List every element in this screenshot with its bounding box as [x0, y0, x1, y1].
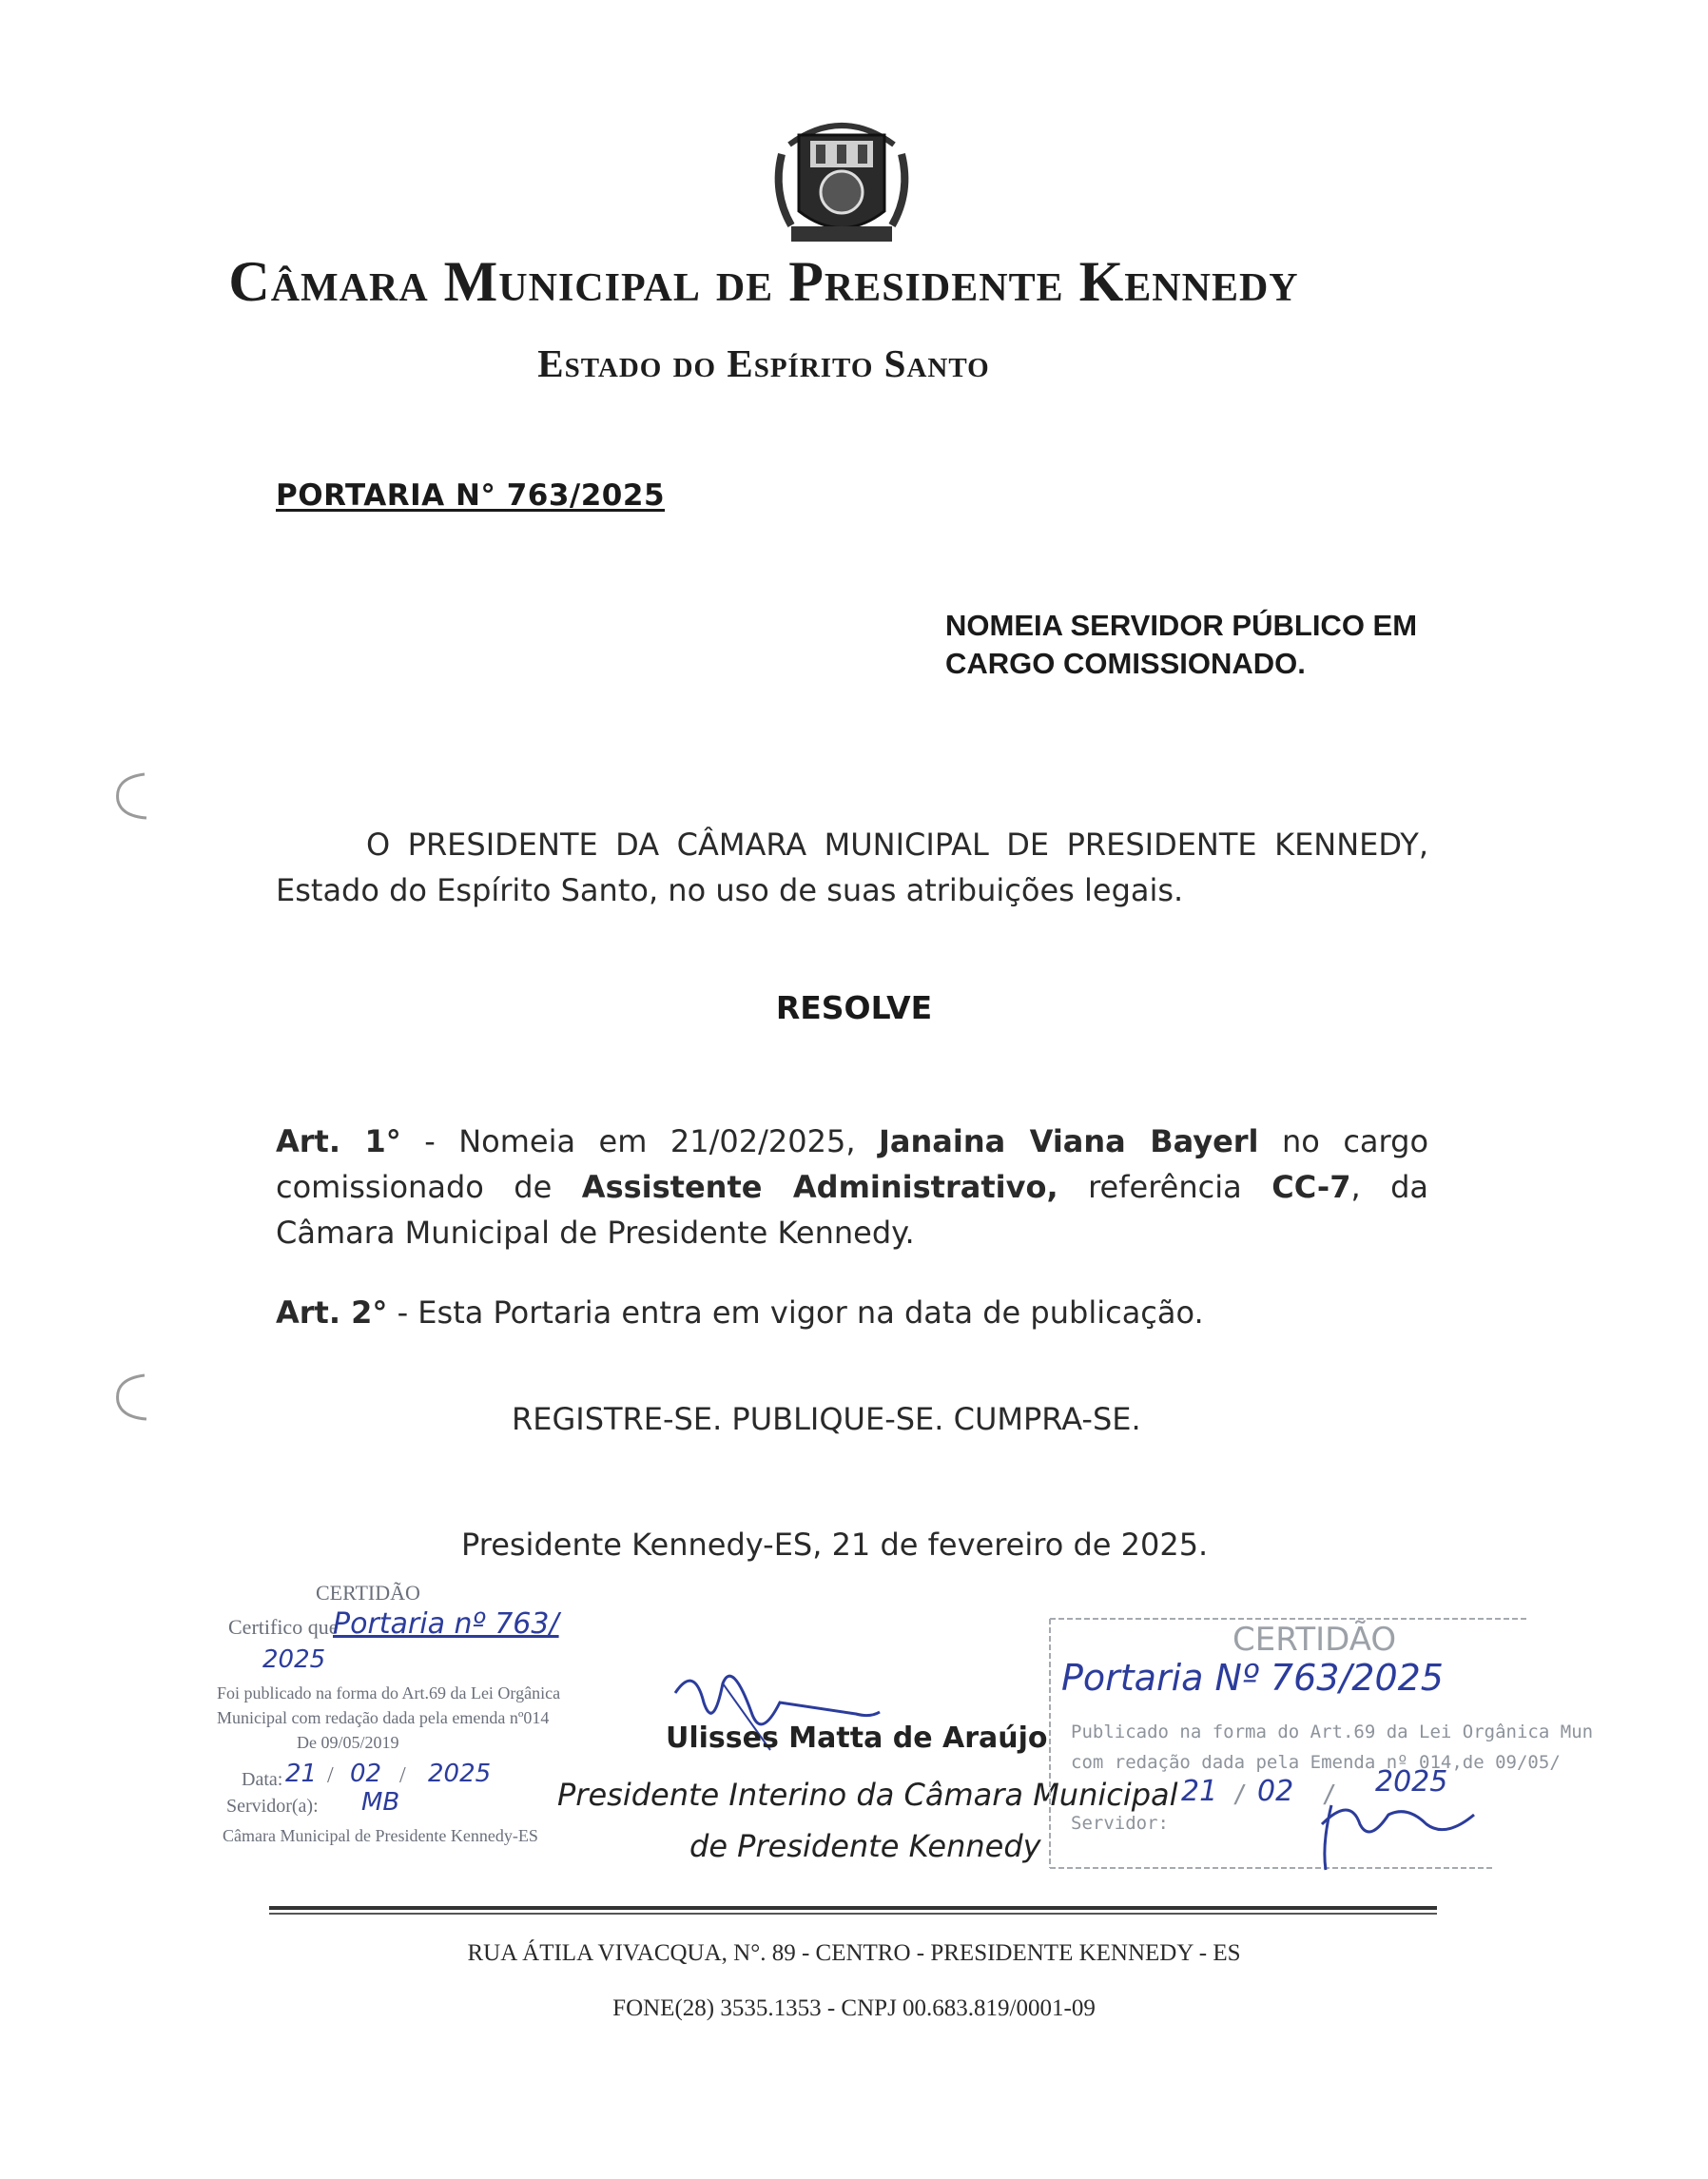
coat-of-arms-icon: [770, 107, 913, 247]
stamp-text-line: Municipal com redação dada pela emenda nº014: [217, 1708, 550, 1727]
footer-address: RUA ÁTILA VIVACQUA, N°. 89 - CENTRO - PRESIDENTE KENNEDY - ES: [467, 1940, 1241, 1966]
resolve-heading: RESOLVE: [775, 989, 933, 1026]
stamp-servidor-label: Servidor(a):: [226, 1796, 319, 1817]
article-2-label: Art. 2°: [276, 1294, 388, 1331]
date-separator: /: [1232, 1780, 1248, 1809]
position-name: Assistente Administrativo,: [581, 1169, 1058, 1205]
handwritten-initials: MB: [361, 1788, 400, 1817]
article-2-text: - Esta Portaria entra em vigor na data de publicação.: [387, 1294, 1204, 1331]
stamp-servidor-label: Servidor:: [1071, 1813, 1169, 1834]
reference-code: CC-7: [1271, 1169, 1351, 1205]
footer-contact: FONE(28) 3535.1353 - CNPJ 00.683.819/0001-09: [612, 1995, 1096, 2021]
handwritten-day: 21: [1181, 1775, 1218, 1808]
handwritten-document-ref: Portaria Nº 763/2025: [1061, 1657, 1444, 1699]
stamp-text-line: Publicado na forma do Art.69 da Lei Orgânica Mun: [1071, 1722, 1594, 1742]
signer-name: Ulisses Matta de Araújo: [666, 1722, 1048, 1755]
handwritten-document-ref: Portaria nº 763/: [333, 1607, 559, 1641]
state-title: Estado do Espírito Santo: [537, 341, 990, 385]
appointee-name: Janaina Viana Bayerl: [878, 1123, 1259, 1159]
handwritten-month: 02: [350, 1760, 382, 1788]
article-1: [276, 1119, 1428, 1255]
chamber-title: Câmara Municipal de Presidente Kennedy: [228, 250, 1299, 313]
handwritten-year: 2025: [262, 1645, 326, 1674]
handwritten-month: 02: [1257, 1775, 1294, 1808]
article-1-text: no cargo comissionado de: [276, 1123, 1429, 1205]
signer-role: Presidente Interino da Câmara Municipal: [557, 1777, 1178, 1813]
stamp-text-line: Foi publicado na forma do Art.69 da Lei Orgânica: [217, 1683, 561, 1702]
footer-rule: [269, 1906, 1437, 1910]
article-1-text: , da Câmara Municipal de Presidente Kennedy.: [276, 1169, 1429, 1251]
certification-stamp-left: [209, 1581, 590, 1866]
portaria-number: PORTARIA N° 763/2025: [276, 478, 666, 513]
signer-role: de Presidente Kennedy: [689, 1828, 1041, 1864]
ementa: NOMEIA SERVIDOR PÚBLICO EM CARGO COMISSIONADO.: [945, 609, 1418, 680]
footer-rule: [269, 1913, 1437, 1915]
article-1-text: referência: [1058, 1169, 1272, 1205]
date-separator: /: [399, 1763, 406, 1788]
date-separator: /: [327, 1763, 334, 1788]
closing-formula: REGISTRE-SE. PUBLIQUE-SE. CUMPRA-SE.: [512, 1401, 1141, 1437]
stamp-date-label: Data:: [242, 1769, 283, 1790]
stamp-footer: Câmara Municipal de Presidente Kennedy-ES: [223, 1826, 538, 1845]
stamp-text-line: com redação dada pela Emenda nº 014,de 09/05/: [1071, 1752, 1561, 1773]
punch-hole-mark: [107, 1370, 164, 1427]
stamp-certifico-label: Certifico que: [228, 1615, 339, 1639]
date-separator: /: [1322, 1780, 1337, 1809]
handwritten-year: 2025: [428, 1760, 492, 1788]
handwritten-year: 2025: [1375, 1765, 1448, 1799]
stamp-title: CERTIDÃO: [316, 1581, 420, 1605]
place-and-date: Presidente Kennedy-ES, 21 de fevereiro de 2025.: [461, 1527, 1209, 1563]
servidor-signature: [1312, 1786, 1503, 1872]
article-2: [276, 1290, 1428, 1335]
stamp-title: CERTIDÃO: [1232, 1621, 1397, 1659]
handwritten-day: 21: [285, 1760, 318, 1788]
preamble: O PRESIDENTE DA CÂMARA MUNICIPAL DE PRESIDENTE KENNEDY, Estado do Espírito Santo, no uso de suas atribuições legais.: [276, 827, 1428, 908]
certification-stamp-right: [1046, 1615, 1594, 1872]
stamp-text-line: De 09/05/2019: [297, 1733, 399, 1752]
punch-hole-mark: [107, 768, 164, 826]
article-1-text: - Nomeia em 21/02/2025,: [400, 1123, 879, 1159]
article-1-label: Art. 1°: [276, 1123, 401, 1159]
